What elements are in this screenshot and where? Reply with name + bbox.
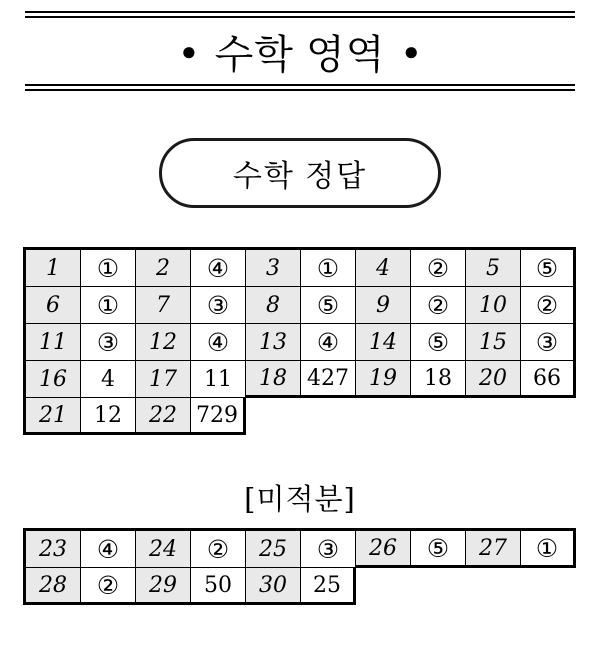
main-answer-table (23, 247, 576, 435)
question-number-cell: 17 (136, 361, 191, 398)
answer-table-row (26, 324, 576, 361)
question-number-cell: 11 (26, 324, 81, 361)
question-number-cell: 24 (136, 531, 191, 568)
question-number-cell: 28 (26, 568, 81, 605)
answer-cell: 50 (191, 568, 246, 605)
answer-cell: ⑤ (521, 250, 576, 287)
answer-cell: 12 (81, 398, 136, 435)
question-number-cell: 4 (356, 250, 411, 287)
question-number-cell: 3 (246, 250, 301, 287)
question-number-cell: 23 (26, 531, 81, 568)
title-bullet-left-icon: ● (180, 36, 197, 66)
answer-cell: ④ (301, 324, 356, 361)
question-number-cell: 29 (136, 568, 191, 605)
answer-cell: ① (521, 531, 576, 568)
answer-cell: ④ (191, 250, 246, 287)
answer-table-row (26, 361, 576, 398)
calculus-section-label: [미적분] (244, 481, 356, 516)
question-number-cell: 1 (26, 250, 81, 287)
answer-cell: ③ (191, 287, 246, 324)
title-bullet-right-icon: ● (403, 36, 420, 66)
answer-cell: ⑤ (411, 531, 466, 568)
calculus-answer-table (23, 528, 576, 605)
answer-cell: 25 (301, 568, 356, 605)
question-number-cell: 25 (246, 531, 301, 568)
question-number-cell: 14 (356, 324, 411, 361)
answer-cell: ② (411, 287, 466, 324)
question-number-cell: 30 (246, 568, 301, 605)
answer-cell: ④ (81, 531, 136, 568)
page-title: 수학 영역 (214, 32, 386, 77)
answer-cell: ⑤ (411, 324, 466, 361)
answer-table-row (26, 398, 576, 435)
question-number-cell: 26 (356, 531, 411, 568)
answer-cell: ① (81, 287, 136, 324)
answer-cell: ② (191, 531, 246, 568)
question-number-cell: 6 (26, 287, 81, 324)
page-header (0, 18, 600, 84)
answer-cell: ④ (191, 324, 246, 361)
answer-cell: 11 (191, 361, 246, 398)
answer-box-outline (159, 138, 441, 208)
answer-cell: 18 (411, 361, 466, 398)
question-number-cell: 22 (136, 398, 191, 435)
answer-cell: ② (81, 568, 136, 605)
question-number-cell: 9 (356, 287, 411, 324)
question-number-cell: 12 (136, 324, 191, 361)
question-number-cell: 21 (26, 398, 81, 435)
answer-cell: 427 (301, 361, 356, 398)
answer-cell: ① (81, 250, 136, 287)
answer-table-row (26, 250, 576, 287)
answer-cell: ⑤ (301, 287, 356, 324)
answer-cell: 66 (521, 361, 576, 398)
answer-cell: ② (521, 287, 576, 324)
answer-cell: ③ (81, 324, 136, 361)
question-number-cell: 18 (246, 361, 301, 398)
answer-box-label: 수학 정답 (232, 160, 368, 193)
question-number-cell: 7 (136, 287, 191, 324)
answer-table-row (26, 287, 576, 324)
answer-cell: ③ (521, 324, 576, 361)
question-number-cell: 8 (246, 287, 301, 324)
question-number-cell: 20 (466, 361, 521, 398)
header-bottom-double-rule (25, 84, 575, 91)
question-number-cell: 5 (466, 250, 521, 287)
answer-cell: ③ (301, 531, 356, 568)
top-double-rule (25, 11, 575, 18)
answer-cell: ① (301, 250, 356, 287)
question-number-cell: 10 (466, 287, 521, 324)
question-number-cell: 13 (246, 324, 301, 361)
question-number-cell: 27 (466, 531, 521, 568)
answer-cell: 729 (191, 398, 246, 435)
answer-cell: 4 (81, 361, 136, 398)
question-number-cell: 16 (26, 361, 81, 398)
question-number-cell: 15 (466, 324, 521, 361)
answer-table-row (26, 568, 576, 605)
answer-table-row (26, 531, 576, 568)
answer-cell: ② (411, 250, 466, 287)
question-number-cell: 19 (356, 361, 411, 398)
question-number-cell: 2 (136, 250, 191, 287)
